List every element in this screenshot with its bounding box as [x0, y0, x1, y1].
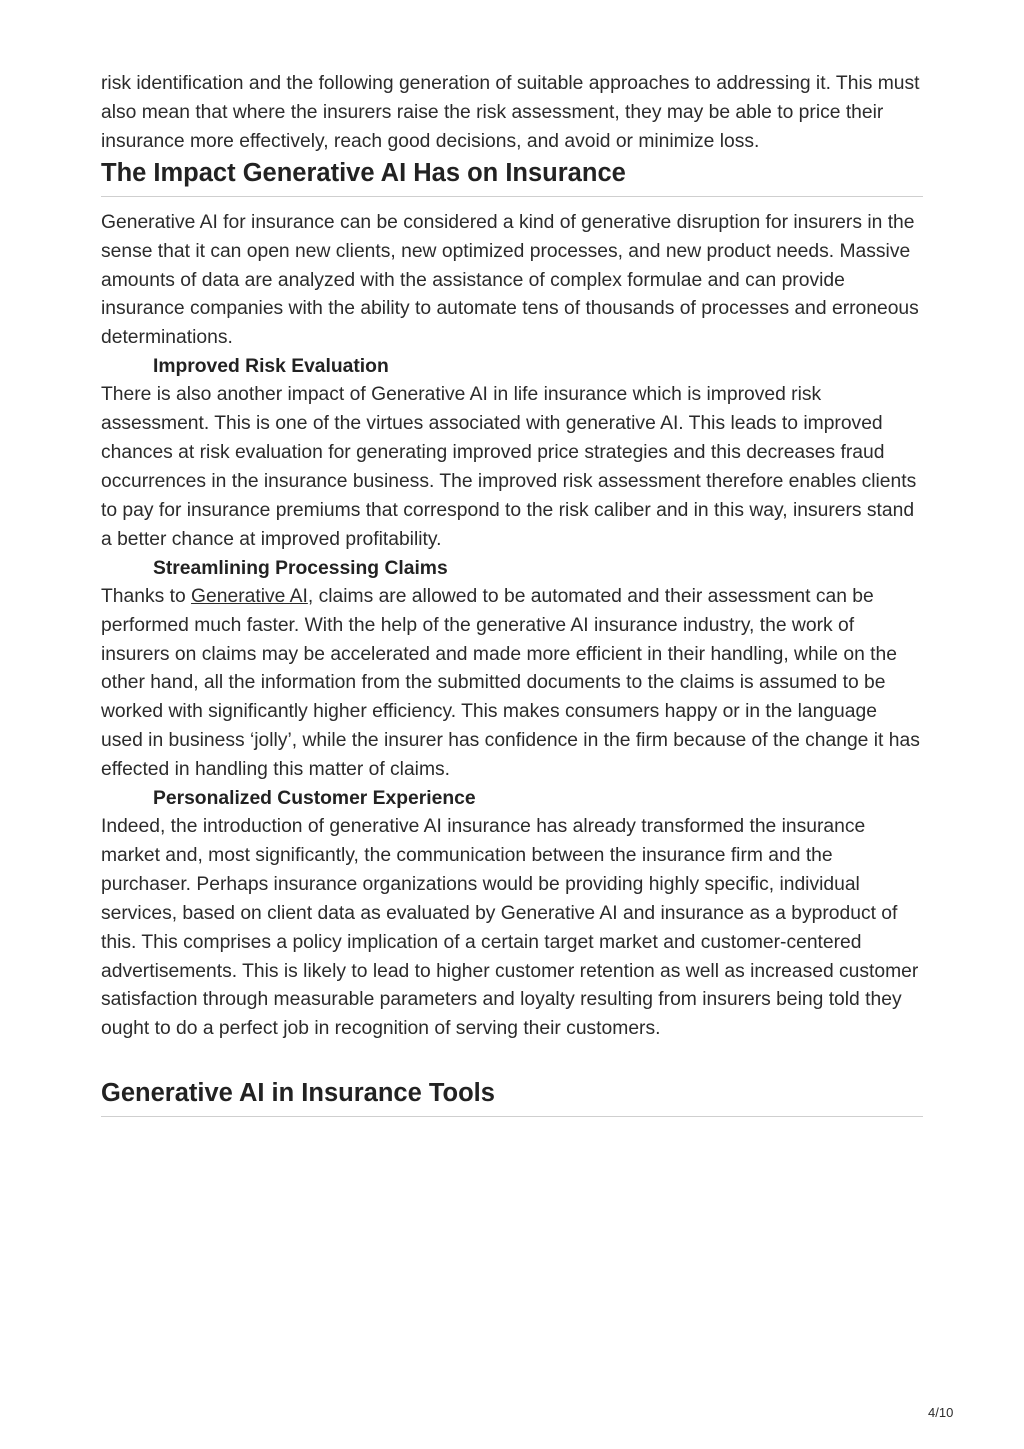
section-title-impact: The Impact Generative AI Has on Insurance: [101, 157, 923, 197]
claims-paragraph-prefix: Thanks to: [101, 585, 192, 607]
subsection-title-risk-evaluation: Improved Risk Evaluation: [153, 356, 389, 378]
section-impact: [101, 157, 923, 1045]
subsection-title-claims-processing: Streamlining Processing Claims: [153, 557, 448, 579]
document-page: [101, 70, 923, 1117]
section-title-tools: Generative AI in Insurance Tools: [101, 1077, 923, 1117]
section-impact-paragraph: Generative AI for insurance can be considered a kind of generative disruption for insurers in the sense that it can open new clients, new optimized processes, and new product needs. Massive amounts of data are analyzed with the assistance of complex formulae and can provide insurance companies with the ability to automate tens of thousands of processes and erroneous determinations.: [101, 211, 919, 349]
page-number: 4/10: [928, 1405, 954, 1420]
claims-paragraph-suffix: , claims are allowed to be automated and their assessment can be performed much faster. With the help of the generative AI insurance industry, the work of insurers on claims may be accelerated and made more efficient in their handling, while on the other hand, all the information from the submitted documents to the claims is assumed to be worked with significantly higher efficiency. This makes consumers happy or in the language used in business ‘jolly’, while the insurer has confidence in the firm because of the change it has effected in handling this matter of claims.: [101, 585, 920, 781]
claims-processing-paragraph: [101, 583, 923, 785]
risk-evaluation-paragraph: There is also another impact of Generative AI in life insurance which is improved risk assessment. This is one of the virtues associated with generative AI. This leads to improved chances at risk evaluation for generating improved price strategies and this decreases fraud occurrences in the insurance business. The improved risk assessment therefore enables clients to pay for insurance premiums that correspond to the risk caliber and in this way, insurers stand a better chance at improved profitability.: [101, 384, 917, 550]
customer-experience-paragraph: Indeed, the introduction of generative AI insurance has already transformed the insurance market and, most significantly, the communication between the insurance firm and the purchaser. Perhaps insurance organizations would be providing highly specific, individual services, based on client data as evaluated by Generative AI and insurance as a byproduct of this. This comprises a policy implication of a certain target market and customer-centered advertisements. This is likely to lead to higher customer retention as well as increased customer satisfaction through measurable parameters and loyalty resulting from insurers being told they ought to do a perfect job in recognition of serving their customers.: [101, 816, 919, 1040]
intro-paragraph: risk identification and the following generation of suitable approaches to addressing it. This must also mean that where the insurers raise the risk assessment, they may be able to price their insurance more effectively, reach good decisions, and avoid or minimize loss.: [101, 73, 920, 152]
section-tools: [101, 1077, 923, 1117]
generative-ai-link[interactable]: Generative AI: [191, 585, 308, 607]
subsection-title-customer-experience: Personalized Customer Experience: [153, 788, 476, 810]
